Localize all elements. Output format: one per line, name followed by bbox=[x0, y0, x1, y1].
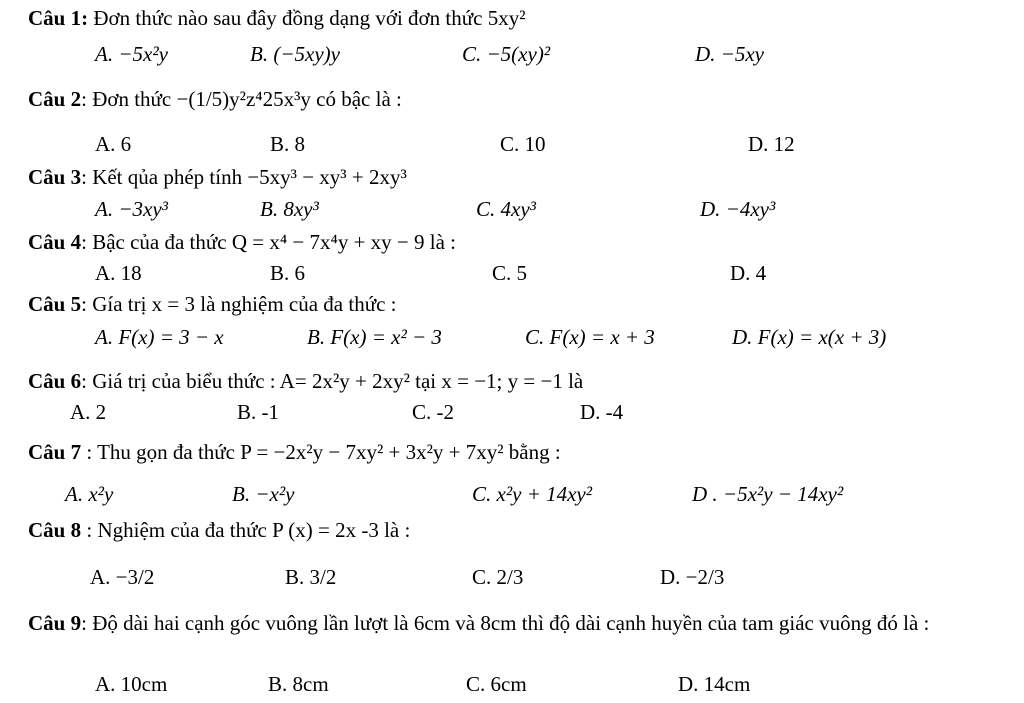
option-b[interactable]: B. F(x) = x² − 3 bbox=[307, 325, 442, 349]
question-text: : Đơn thức −(1/5)y²z⁴25x³y có bậc là : bbox=[81, 87, 402, 111]
question-6 bbox=[28, 369, 583, 394]
option-a[interactable]: A. −3xy³ bbox=[95, 197, 168, 221]
option-c[interactable]: C. F(x) = x + 3 bbox=[525, 325, 655, 349]
question-text: : Giá trị của biểu thức : A= 2x²y + 2xy² tại x = −1; y = −1 là bbox=[81, 369, 584, 393]
option-a[interactable]: A. F(x) = 3 − x bbox=[95, 325, 224, 349]
option-d[interactable]: D. −4xy³ bbox=[700, 197, 776, 221]
option-b[interactable]: B. 8xy³ bbox=[260, 197, 319, 221]
option-d[interactable]: D . −5x²y − 14xy² bbox=[692, 482, 844, 506]
question-2 bbox=[28, 87, 402, 112]
option-a[interactable]: A. 2 bbox=[70, 400, 107, 424]
option-c[interactable]: C. 2/3 bbox=[472, 565, 524, 589]
question-label: Câu 1: bbox=[28, 6, 89, 30]
option-b[interactable]: B. −x²y bbox=[232, 482, 295, 506]
question-text: : Thu gọn đa thức P = −2x²y − 7xy² + 3x²y + 7xy² bằng : bbox=[81, 440, 561, 464]
option-b[interactable]: B. (−5xy)y bbox=[250, 42, 340, 66]
option-d[interactable]: D. −5xy bbox=[695, 42, 764, 66]
question-8 bbox=[28, 518, 410, 543]
option-b[interactable]: B. 3/2 bbox=[285, 565, 337, 589]
question-label: Câu 6 bbox=[28, 369, 82, 393]
question-4 bbox=[28, 230, 456, 255]
question-label: Câu 4 bbox=[28, 230, 82, 254]
question-7 bbox=[28, 440, 561, 465]
option-c[interactable]: C. 5 bbox=[492, 261, 528, 285]
question-3 bbox=[28, 165, 407, 190]
question-text: : Độ dài hai cạnh góc vuông lần lượt là 6cm và 8cm thì độ dài cạnh huyền của tam giác vuông đó là : bbox=[81, 611, 930, 635]
question-9 bbox=[28, 608, 998, 639]
option-d[interactable]: D. 12 bbox=[748, 132, 795, 156]
question-label: Câu 5 bbox=[28, 292, 82, 316]
option-a[interactable]: A. x²y bbox=[65, 482, 114, 506]
option-c[interactable]: C. 4xy³ bbox=[476, 197, 536, 221]
option-c[interactable]: C. 10 bbox=[500, 132, 546, 156]
option-b[interactable]: B. 8 bbox=[270, 132, 306, 156]
question-5 bbox=[28, 292, 397, 317]
option-b[interactable]: B. 8cm bbox=[268, 672, 329, 696]
option-b[interactable]: B. 6 bbox=[270, 261, 306, 285]
option-a[interactable]: A. −3/2 bbox=[90, 565, 155, 589]
option-a[interactable]: A. 18 bbox=[95, 261, 142, 285]
question-text: : Nghiệm của đa thức P (x) = 2x -3 là : bbox=[81, 518, 411, 542]
option-d[interactable]: D. F(x) = x(x + 3) bbox=[732, 325, 887, 349]
option-d[interactable]: D. −2/3 bbox=[660, 565, 725, 589]
question-label: Câu 3 bbox=[28, 165, 82, 189]
option-c[interactable]: C. −5(xy)² bbox=[462, 42, 551, 66]
question-1 bbox=[28, 6, 525, 31]
option-c[interactable]: C. -2 bbox=[412, 400, 454, 424]
option-a[interactable]: A. 10cm bbox=[95, 672, 168, 696]
option-b[interactable]: B. -1 bbox=[237, 400, 279, 424]
question-text: Đơn thức nào sau đây đồng dạng với đơn thức 5xy² bbox=[93, 6, 526, 30]
question-label: Câu 7 bbox=[28, 440, 82, 464]
option-d[interactable]: D. 14cm bbox=[678, 672, 751, 696]
question-text: : Bậc của đa thức Q = x⁴ − 7x⁴y + xy − 9 là : bbox=[81, 230, 457, 254]
option-c[interactable]: C. 6cm bbox=[466, 672, 527, 696]
option-d[interactable]: D. 4 bbox=[730, 261, 767, 285]
question-label: Câu 2 bbox=[28, 87, 82, 111]
question-text: : Gía trị x = 3 là nghiệm của đa thức : bbox=[81, 292, 397, 316]
option-d[interactable]: D. -4 bbox=[580, 400, 624, 424]
option-c[interactable]: C. x²y + 14xy² bbox=[472, 482, 593, 506]
option-a[interactable]: A. −5x²y bbox=[95, 42, 168, 66]
option-a[interactable]: A. 6 bbox=[95, 132, 132, 156]
question-label: Câu 9 bbox=[28, 611, 82, 635]
question-text: : Kết qủa phép tính −5xy³ − xy³ + 2xy³ bbox=[81, 165, 407, 189]
question-label: Câu 8 bbox=[28, 518, 82, 542]
